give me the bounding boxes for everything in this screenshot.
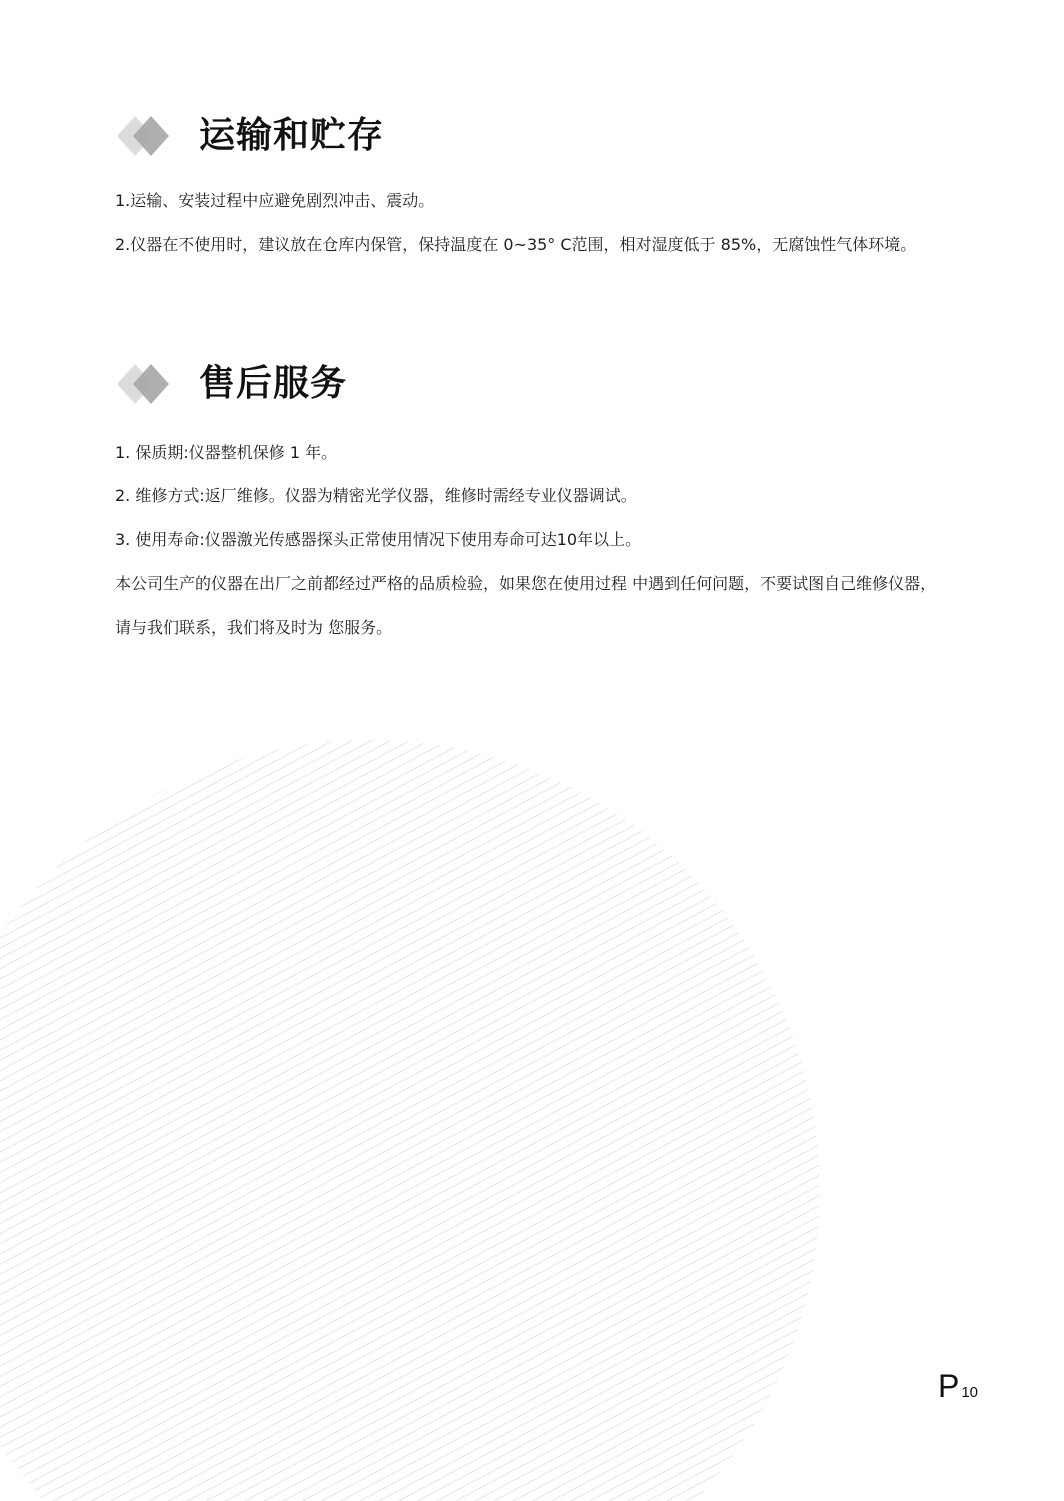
- section-header: [115, 111, 995, 161]
- paragraph: 3. 使用寿命:仪器激光传感器探头正常使用情况下使用寿命可达10年以上。: [115, 530, 642, 549]
- diamond-pair-icon: [115, 359, 173, 409]
- page-prefix: P: [938, 1368, 960, 1404]
- section-title: 售后服务: [199, 363, 348, 404]
- paragraph: 本公司生产的仪器在出厂之前都经过严格的品质检验，如果您在使用过程 中遇到任何问题，不要试图自己维修仪器，: [115, 574, 937, 593]
- paragraph: 1.运输、安装过程中应避免剧烈冲击、震动。: [115, 191, 435, 210]
- section-header: [115, 359, 995, 409]
- page-number: [938, 1370, 978, 1402]
- paragraph: 2.仪器在不使用时，建议放在仓库内保管，保持温度在 0~35° C范围，相对湿度低于 85%，无腐蚀性气体环境。: [115, 235, 917, 254]
- section-transport-storage: [115, 111, 995, 161]
- paragraph: 1. 保质期:仪器整机保修 1 年。: [115, 443, 338, 462]
- section-after-sales: [115, 359, 995, 409]
- paragraph: 2. 维修方式:返厂维修。仪器为精密光学仪器，维修时需经专业仪器调试。: [115, 486, 637, 505]
- paragraph: 请与我们联系，我们将及时为 您服务。: [115, 618, 393, 637]
- diamond-pair-icon: [115, 111, 173, 161]
- section-title: 运输和贮存: [199, 115, 385, 156]
- page-number-value: 10: [961, 1384, 979, 1401]
